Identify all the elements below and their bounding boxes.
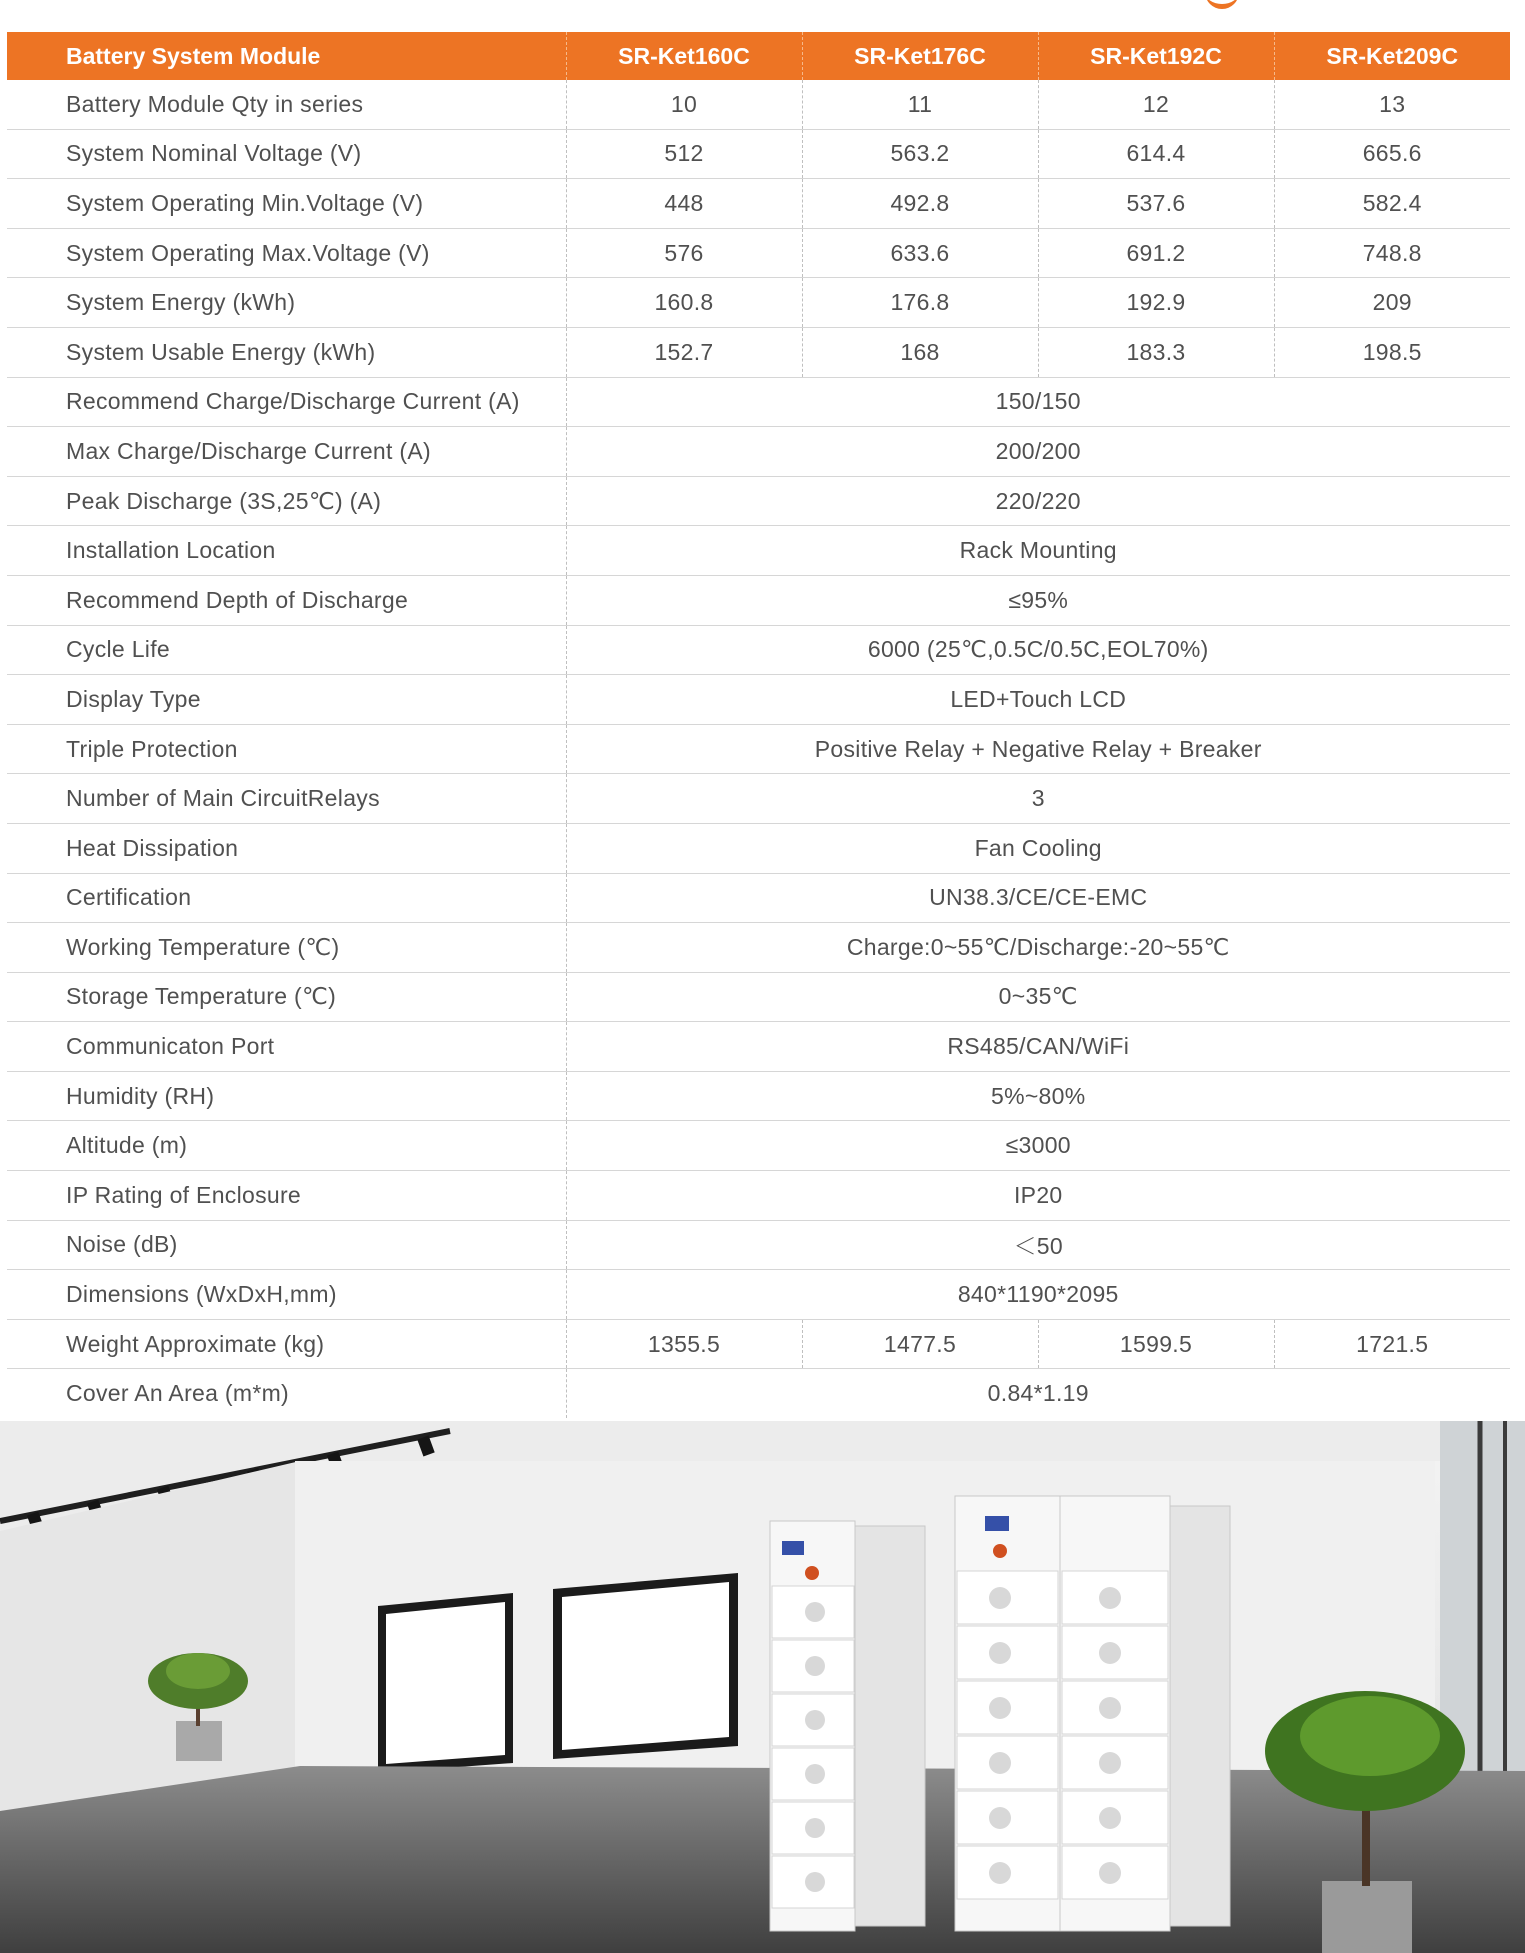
spec-value: 448 — [566, 179, 802, 229]
spec-label: System Energy (kWh) — [7, 278, 566, 328]
spec-row — [7, 228, 1510, 278]
spec-label: Recommend Depth of Discharge — [7, 575, 566, 625]
spec-row — [7, 774, 1510, 824]
spec-label: Peak Discharge (3S,25℃) (A) — [7, 476, 566, 526]
spec-shared-value: 150/150 — [566, 377, 1510, 427]
spec-value: 10 — [566, 80, 802, 129]
spec-label: Max Charge/Discharge Current (A) — [7, 427, 566, 477]
spec-row — [7, 823, 1510, 873]
spec-shared-value: 3 — [566, 774, 1510, 824]
spec-row — [7, 1220, 1510, 1270]
spec-value: 1355.5 — [566, 1319, 802, 1369]
spec-label: Altitude (m) — [7, 1121, 566, 1171]
spec-value: 748.8 — [1274, 228, 1510, 278]
spec-shared-value: 220/220 — [566, 476, 1510, 526]
spec-row — [7, 923, 1510, 973]
spec-label: Installation Location — [7, 526, 566, 576]
spec-value: 1599.5 — [1038, 1319, 1274, 1369]
spec-row — [7, 575, 1510, 625]
spec-shared-value: ≤3000 — [566, 1121, 1510, 1171]
spec-shared-value: ＜50 — [566, 1220, 1510, 1270]
model-header: SR-Ket160C — [566, 32, 802, 80]
spec-row — [7, 1022, 1510, 1072]
spec-label: Heat Dissipation — [7, 823, 566, 873]
spec-value: 537.6 — [1038, 179, 1274, 229]
spec-label: Cover An Area (m*m) — [7, 1369, 566, 1418]
spec-shared-value: LED+Touch LCD — [566, 675, 1510, 725]
spec-shared-value: Rack Mounting — [566, 526, 1510, 576]
spec-label: Working Temperature (℃) — [7, 923, 566, 973]
spec-value: 198.5 — [1274, 327, 1510, 377]
picture-frame — [553, 1573, 738, 1759]
spec-label: Recommend Charge/Discharge Current (A) — [7, 377, 566, 427]
spec-shared-value: RS485/CAN/WiFi — [566, 1022, 1510, 1072]
spec-row — [7, 1369, 1510, 1418]
spec-value: 563.2 — [802, 129, 1038, 179]
spec-row — [7, 526, 1510, 576]
spec-label: Communicaton Port — [7, 1022, 566, 1072]
spec-value: 492.8 — [802, 179, 1038, 229]
top-strip — [0, 0, 1525, 32]
showroom-photo — [0, 1421, 1525, 1953]
spec-value: 665.6 — [1274, 129, 1510, 179]
spec-label: Dimensions (WxDxH,mm) — [7, 1270, 566, 1320]
spec-table — [7, 32, 1510, 1418]
spec-value: 582.4 — [1274, 179, 1510, 229]
spec-row — [7, 427, 1510, 477]
spec-value: 11 — [802, 80, 1038, 129]
spec-row — [7, 327, 1510, 377]
spec-row — [7, 129, 1510, 179]
spec-value: 176.8 — [802, 278, 1038, 328]
spec-label: IP Rating of Enclosure — [7, 1171, 566, 1221]
spec-row — [7, 873, 1510, 923]
spec-row — [7, 1270, 1510, 1320]
spec-value: 1477.5 — [802, 1319, 1038, 1369]
spec-shared-value: 5%~80% — [566, 1071, 1510, 1121]
spec-label: Display Type — [7, 675, 566, 725]
spec-shared-value: 200/200 — [566, 427, 1510, 477]
spec-label: Storage Temperature (℃) — [7, 972, 566, 1022]
spec-label: Cycle Life — [7, 625, 566, 675]
spec-row — [7, 675, 1510, 725]
spec-value: 168 — [802, 327, 1038, 377]
spec-label: Number of Main CircuitRelays — [7, 774, 566, 824]
spec-value: 512 — [566, 129, 802, 179]
spec-shared-value: 0.84*1.19 — [987, 1380, 1089, 1407]
spec-label: System Usable Energy (kWh) — [7, 327, 566, 377]
battery-rack — [770, 1521, 925, 1931]
spec-label: System Operating Min.Voltage (V) — [7, 179, 566, 229]
spec-value: 209 — [1274, 278, 1510, 328]
spec-label: Humidity (RH) — [7, 1071, 566, 1121]
spec-header-row — [7, 32, 1510, 80]
spec-shared-value: 0~35℃ — [566, 972, 1510, 1022]
spec-label: System Nominal Voltage (V) — [7, 129, 566, 179]
spec-value: 691.2 — [1038, 228, 1274, 278]
spec-value: 614.4 — [1038, 129, 1274, 179]
spec-shared-value: 6000 (25℃,0.5C/0.5C,EOL70%) — [566, 625, 1510, 675]
model-header: SR-Ket176C — [802, 32, 1038, 80]
spec-label: Noise (dB) — [7, 1220, 566, 1270]
spec-value: 12 — [1038, 80, 1274, 129]
spec-shared-value: IP20 — [566, 1171, 1510, 1221]
model-header: SR-Ket192C — [1038, 32, 1274, 80]
spec-row — [7, 724, 1510, 774]
picture-frame — [378, 1593, 513, 1773]
model-header: SR-Ket209C — [1274, 32, 1510, 80]
spec-row — [7, 1171, 1510, 1221]
brand-arc-mark — [1205, 0, 1239, 9]
spec-row — [7, 625, 1510, 675]
spec-row — [7, 80, 1510, 129]
showroom-illustration — [0, 1421, 1525, 1953]
spec-label: Weight Approximate (kg) — [7, 1319, 566, 1369]
spec-row — [7, 1121, 1510, 1171]
spec-value: 633.6 — [802, 228, 1038, 278]
spec-value: 576 — [566, 228, 802, 278]
spec-shared-value: UN38.3/CE/CE-EMC — [566, 873, 1510, 923]
spec-row — [7, 377, 1510, 427]
spec-shared-value: Charge:0~55℃/Discharge:-20~55℃ — [566, 923, 1510, 973]
spec-row — [7, 179, 1510, 229]
spec-shared-value: Positive Relay + Negative Relay + Breaker — [566, 724, 1510, 774]
spec-value: 192.9 — [1038, 278, 1274, 328]
spec-value: 1721.5 — [1274, 1319, 1510, 1369]
spec-value: 13 — [1274, 80, 1510, 129]
spec-value: 183.3 — [1038, 327, 1274, 377]
spec-header-label: Battery System Module — [7, 32, 566, 80]
battery-rack — [955, 1496, 1230, 1931]
spec-row — [7, 278, 1510, 328]
spec-row — [7, 972, 1510, 1022]
spec-shared-value: 840*1190*2095 — [566, 1270, 1510, 1320]
spec-value: 152.7 — [566, 327, 802, 377]
spec-label: Battery Module Qty in series — [7, 80, 566, 129]
spec-body — [7, 80, 1510, 1418]
spec-value: 160.8 — [566, 278, 802, 328]
spec-row — [7, 1071, 1510, 1121]
spec-row — [7, 476, 1510, 526]
spec-label: System Operating Max.Voltage (V) — [7, 228, 566, 278]
spec-label: Triple Protection — [7, 724, 566, 774]
spec-row — [7, 1319, 1510, 1369]
spec-shared-value: Fan Cooling — [566, 823, 1510, 873]
spec-label: Certification — [7, 873, 566, 923]
spec-shared-value: ≤95% — [566, 575, 1510, 625]
